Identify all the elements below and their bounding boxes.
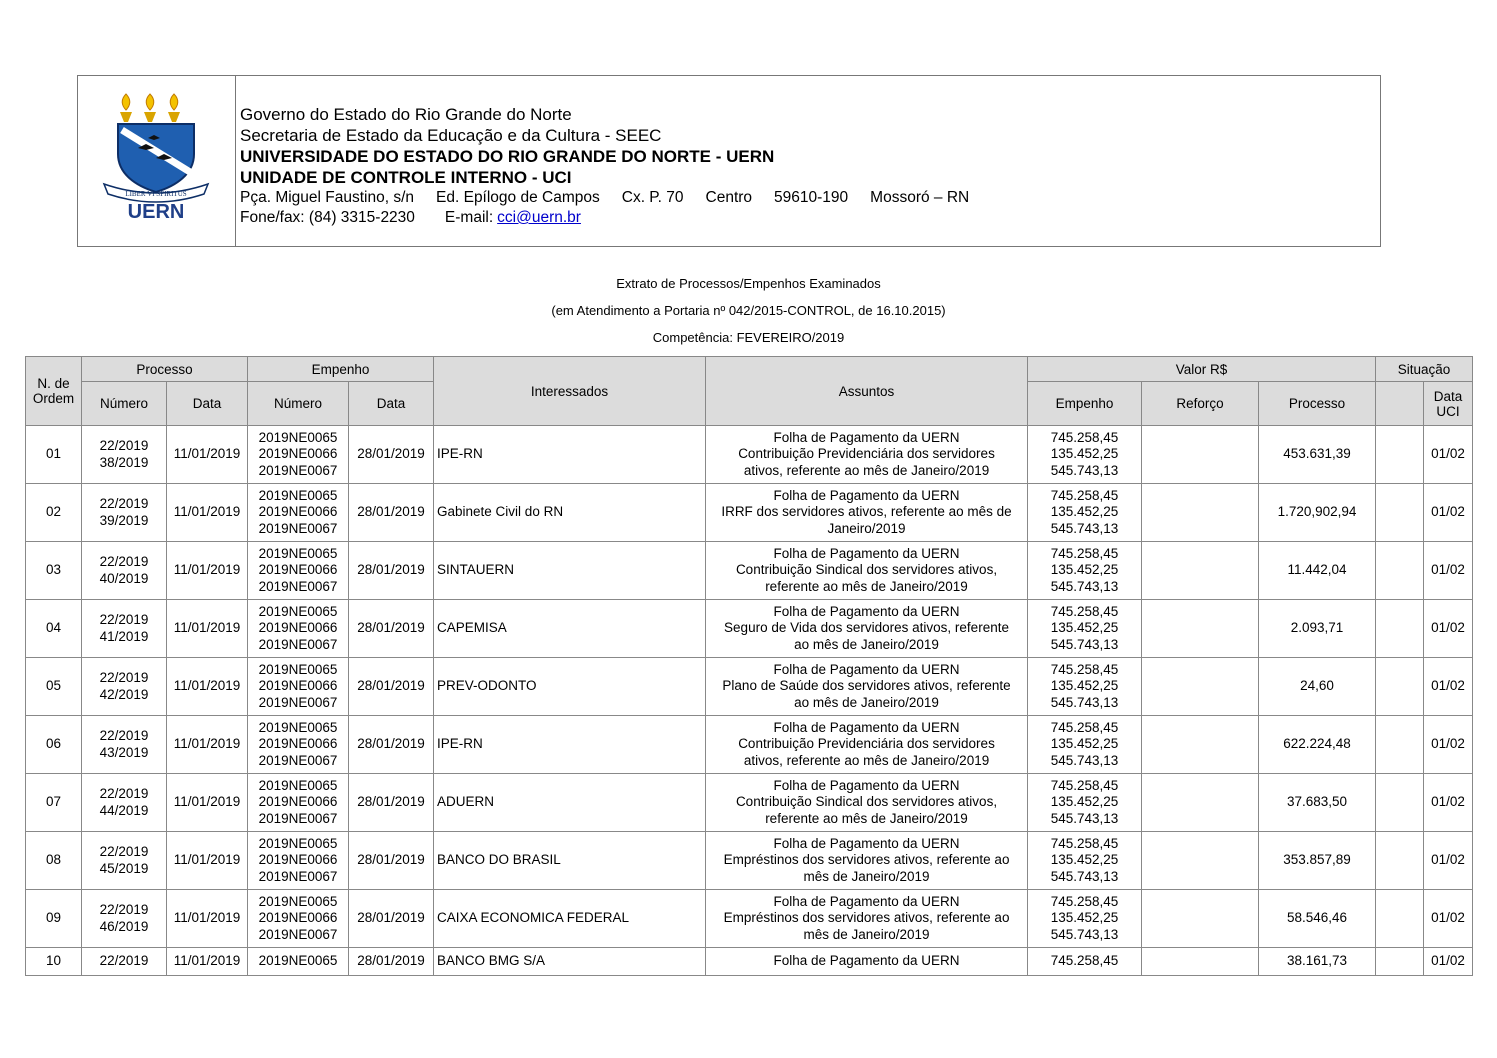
cell-valor-processo: 37.683,50	[1259, 774, 1376, 832]
cell-empenho-numero: 2019NE0065 2019NE0066 2019NE0067	[248, 600, 349, 658]
unit-line: UNIDADE DE CONTROLE INTERNO - UCI	[240, 168, 572, 187]
cell-ordem: 05	[26, 658, 82, 716]
cell-processo-data: 11/01/2019	[167, 716, 248, 774]
cell-valor-empenho: 745.258,45 135.452,25 545.743,13	[1028, 484, 1142, 542]
cell-valor-processo: 353.857,89	[1259, 832, 1376, 890]
phone-text: Fone/fax: (84) 3315-2230	[240, 209, 415, 226]
cell-situacao	[1376, 832, 1424, 890]
cell-valor-processo: 24,60	[1259, 658, 1376, 716]
cell-interessado: CAPEMISA	[434, 600, 706, 658]
cell-empenho-numero: 2019NE0065 2019NE0066 2019NE0067	[248, 774, 349, 832]
col-interessados: Interessados	[434, 357, 706, 426]
cell-empenho-numero: 2019NE0065 2019NE0066 2019NE0067	[248, 832, 349, 890]
cell-assunto: Folha de Pagamento da UERN Empréstinos dos servidores ativos, referente ao mês de Janeiro/2019	[706, 832, 1028, 890]
address-district: Centro	[705, 189, 753, 206]
header-row-group	[26, 357, 1473, 382]
cell-processo-data: 11/01/2019	[167, 658, 248, 716]
institution-info	[240, 104, 991, 228]
email-label: E-mail:	[444, 209, 494, 226]
document-header	[77, 75, 1381, 247]
cell-situacao	[1376, 774, 1424, 832]
cell-processo-data: 11/01/2019	[167, 484, 248, 542]
cell-valor-reforco	[1142, 774, 1259, 832]
cell-valor-processo: 2.093,71	[1259, 600, 1376, 658]
logo-cell	[78, 76, 236, 246]
cell-data-uci: 01/02	[1424, 890, 1473, 948]
cell-processo-numero: 22/2019 42/2019	[82, 658, 167, 716]
cell-situacao	[1376, 658, 1424, 716]
col-processo-data: Data	[167, 382, 248, 426]
cell-valor-empenho: 745.258,45 135.452,25 545.743,13	[1028, 658, 1142, 716]
cell-empenho-numero: 2019NE0065 2019NE0066 2019NE0067	[248, 484, 349, 542]
cell-valor-processo: 11.442,04	[1259, 542, 1376, 600]
cell-empenho-data: 28/01/2019	[349, 600, 434, 658]
cell-empenho-data: 28/01/2019	[349, 716, 434, 774]
cell-assunto: Folha de Pagamento da UERN Contribuição Previdenciária dos servidores ativos, referente ao mês de Janeiro/2019	[706, 426, 1028, 484]
cell-valor-reforco	[1142, 600, 1259, 658]
cell-valor-processo: 38.161,73	[1259, 948, 1376, 976]
cell-empenho-numero: 2019NE0065 2019NE0066 2019NE0067	[248, 426, 349, 484]
cell-assunto: Folha de Pagamento da UERN	[706, 948, 1028, 976]
email-link[interactable]: cci@uern.br	[497, 209, 581, 226]
cell-assunto: Folha de Pagamento da UERN Plano de Saúde dos servidores ativos, referente ao mês de Janeiro/2019	[706, 658, 1028, 716]
cell-valor-empenho: 745.258,45 135.452,25 545.743,13	[1028, 716, 1142, 774]
cell-empenho-data: 28/01/2019	[349, 948, 434, 976]
cell-empenho-numero: 2019NE0065	[248, 948, 349, 976]
cell-data-uci: 01/02	[1424, 426, 1473, 484]
cell-assunto: Folha de Pagamento da UERN Empréstinos dos servidores ativos, referente ao mês de Janeiro/2019	[706, 890, 1028, 948]
cell-interessado: Gabinete Civil do RN	[434, 484, 706, 542]
col-processo-numero: Número	[82, 382, 167, 426]
cell-data-uci: 01/02	[1424, 658, 1473, 716]
cell-processo-numero: 22/2019 39/2019	[82, 484, 167, 542]
col-empenho: Empenho	[248, 357, 434, 382]
cell-assunto: Folha de Pagamento da UERN Contribuição Sindical dos servidores ativos, referente ao mês de Janeiro/2019	[706, 542, 1028, 600]
cell-empenho-data: 28/01/2019	[349, 890, 434, 948]
cell-ordem: 04	[26, 600, 82, 658]
cell-situacao	[1376, 890, 1424, 948]
table-row	[26, 542, 1473, 600]
cell-assunto: Folha de Pagamento da UERN IRRF dos servidores ativos, referente ao mês de Janeiro/2019	[706, 484, 1028, 542]
torch-icon	[168, 94, 180, 122]
secretariat-line: Secretaria de Estado da Educação e da Cultura - SEEC	[240, 126, 662, 145]
cell-processo-numero: 22/2019	[82, 948, 167, 976]
cell-empenho-data: 28/01/2019	[349, 774, 434, 832]
cell-valor-processo: 58.546,46	[1259, 890, 1376, 948]
cell-data-uci: 01/02	[1424, 774, 1473, 832]
col-situacao: Situação	[1376, 357, 1473, 382]
cell-interessado: IPE-RN	[434, 426, 706, 484]
cell-interessado: ADUERN	[434, 774, 706, 832]
document-subtitle: (em Atendimento a Portaria nº 042/2015-CONTROL, de 16.10.2015)	[551, 303, 946, 318]
cell-valor-reforco	[1142, 890, 1259, 948]
cell-situacao	[1376, 716, 1424, 774]
col-data-uci: Data UCI	[1424, 382, 1473, 426]
address-line	[240, 188, 991, 208]
cell-valor-processo: 1.720,902,94	[1259, 484, 1376, 542]
col-valor-reforco: Reforço	[1142, 382, 1259, 426]
cell-situacao	[1376, 600, 1424, 658]
address-zip: 59610-190	[774, 189, 849, 206]
cell-ordem: 07	[26, 774, 82, 832]
address-building: Ed. Epílogo de Campos	[436, 189, 600, 206]
cell-processo-data: 11/01/2019	[167, 948, 248, 976]
cell-valor-reforco	[1142, 948, 1259, 976]
col-empenho-data: Data	[349, 382, 434, 426]
cell-valor-reforco	[1142, 484, 1259, 542]
cell-valor-empenho: 745.258,45 135.452,25 545.743,13	[1028, 542, 1142, 600]
cell-assunto: Folha de Pagamento da UERN Contribuição Sindical dos servidores ativos, referente ao mês de Janeiro/2019	[706, 774, 1028, 832]
cell-ordem: 01	[26, 426, 82, 484]
col-valor: Valor R$	[1028, 357, 1376, 382]
cell-empenho-data: 28/01/2019	[349, 426, 434, 484]
cell-situacao	[1376, 948, 1424, 976]
address-street: Pça. Miguel Faustino, s/n	[240, 189, 415, 206]
table-row	[26, 716, 1473, 774]
cell-empenho-numero: 2019NE0065 2019NE0066 2019NE0067	[248, 890, 349, 948]
torch-icon	[120, 94, 132, 122]
cell-processo-numero: 22/2019 46/2019	[82, 890, 167, 948]
cell-empenho-numero: 2019NE0065 2019NE0066 2019NE0067	[248, 716, 349, 774]
cell-processo-data: 11/01/2019	[167, 890, 248, 948]
cell-data-uci: 01/02	[1424, 948, 1473, 976]
cell-valor-processo: 622.224,48	[1259, 716, 1376, 774]
cell-data-uci: 01/02	[1424, 484, 1473, 542]
cell-interessado: BANCO DO BRASIL	[434, 832, 706, 890]
cell-data-uci: 01/02	[1424, 832, 1473, 890]
address-city: Mossoró – RN	[870, 189, 970, 206]
cell-ordem: 10	[26, 948, 82, 976]
col-empenho-numero: Número	[248, 382, 349, 426]
processes-table	[25, 356, 1473, 976]
col-processo: Processo	[82, 357, 248, 382]
col-situacao-blank	[1376, 382, 1424, 426]
cell-processo-numero: 22/2019 41/2019	[82, 600, 167, 658]
cell-situacao	[1376, 542, 1424, 600]
cell-processo-data: 11/01/2019	[167, 600, 248, 658]
cell-assunto: Folha de Pagamento da UERN Seguro de Vida dos servidores ativos, referente ao mês de Janeiro/2019	[706, 600, 1028, 658]
competence-line: Competência: FEVEREIRO/2019	[652, 330, 845, 345]
cell-interessado: CAIXA ECONOMICA FEDERAL	[434, 890, 706, 948]
cell-interessado: PREV-ODONTO	[434, 658, 706, 716]
cell-data-uci: 01/02	[1424, 716, 1473, 774]
cell-processo-numero: 22/2019 38/2019	[82, 426, 167, 484]
cell-interessado: BANCO BMG S/A	[434, 948, 706, 976]
cell-ordem: 08	[26, 832, 82, 890]
col-valor-empenho: Empenho	[1028, 382, 1142, 426]
cell-processo-data: 11/01/2019	[167, 542, 248, 600]
cell-situacao	[1376, 484, 1424, 542]
cell-ordem: 03	[26, 542, 82, 600]
cell-valor-reforco	[1142, 832, 1259, 890]
cell-valor-reforco	[1142, 716, 1259, 774]
uern-coat-of-arms-icon	[98, 90, 216, 220]
cell-processo-numero: 22/2019 40/2019	[82, 542, 167, 600]
table-body	[26, 426, 1473, 976]
col-ordem: N. de Ordem	[26, 357, 82, 426]
cell-valor-reforco	[1142, 658, 1259, 716]
cell-empenho-numero: 2019NE0065 2019NE0066 2019NE0067	[248, 542, 349, 600]
cell-ordem: 02	[26, 484, 82, 542]
cell-data-uci: 01/02	[1424, 542, 1473, 600]
document-title: Extrato de Processos/Empenhos Examinados	[616, 276, 881, 291]
cell-processo-data: 11/01/2019	[167, 832, 248, 890]
cell-processo-numero: 22/2019 45/2019	[82, 832, 167, 890]
cell-valor-empenho: 745.258,45 135.452,25 545.743,13	[1028, 600, 1142, 658]
table-row	[26, 600, 1473, 658]
cell-empenho-data: 28/01/2019	[349, 832, 434, 890]
col-valor-processo: Processo	[1259, 382, 1376, 426]
cell-empenho-data: 28/01/2019	[349, 484, 434, 542]
cell-processo-numero: 22/2019 43/2019	[82, 716, 167, 774]
government-line: Governo do Estado do Rio Grande do Norte	[240, 105, 572, 124]
svg-text:UERN: UERN	[127, 201, 185, 220]
cell-valor-reforco	[1142, 542, 1259, 600]
svg-text:LIBER VI SPIRITUS: LIBER VI SPIRITUS	[125, 190, 187, 198]
col-assuntos: Assuntos	[706, 357, 1028, 426]
cell-interessado: IPE-RN	[434, 716, 706, 774]
cell-situacao	[1376, 426, 1424, 484]
cell-processo-data: 11/01/2019	[167, 774, 248, 832]
table-row	[26, 890, 1473, 948]
cell-valor-empenho: 745.258,45 135.452,25 545.743,13	[1028, 426, 1142, 484]
cell-empenho-data: 28/01/2019	[349, 658, 434, 716]
cell-empenho-data: 28/01/2019	[349, 542, 434, 600]
torch-icon	[144, 94, 156, 122]
cell-valor-empenho: 745.258,45 135.452,25 545.743,13	[1028, 832, 1142, 890]
table-row	[26, 658, 1473, 716]
cell-processo-data: 11/01/2019	[167, 426, 248, 484]
table-row	[26, 774, 1473, 832]
contact-line	[240, 208, 991, 228]
table-row	[26, 484, 1473, 542]
cell-valor-empenho: 745.258,45	[1028, 948, 1142, 976]
address-po-box: Cx. P. 70	[621, 189, 684, 206]
cell-valor-reforco	[1142, 426, 1259, 484]
cell-ordem: 09	[26, 890, 82, 948]
cell-valor-processo: 453.631,39	[1259, 426, 1376, 484]
table-row	[26, 948, 1473, 976]
cell-interessado: SINTAUERN	[434, 542, 706, 600]
table-row	[26, 426, 1473, 484]
cell-empenho-numero: 2019NE0065 2019NE0066 2019NE0067	[248, 658, 349, 716]
cell-data-uci: 01/02	[1424, 600, 1473, 658]
cell-valor-empenho: 745.258,45 135.452,25 545.743,13	[1028, 774, 1142, 832]
table-row	[26, 832, 1473, 890]
cell-processo-numero: 22/2019 44/2019	[82, 774, 167, 832]
cell-valor-empenho: 745.258,45 135.452,25 545.743,13	[1028, 890, 1142, 948]
cell-ordem: 06	[26, 716, 82, 774]
cell-assunto: Folha de Pagamento da UERN Contribuição Previdenciária dos servidores ativos, referente ao mês de Janeiro/2019	[706, 716, 1028, 774]
university-line: UNIVERSIDADE DO ESTADO DO RIO GRANDE DO NORTE - UERN	[240, 147, 775, 166]
